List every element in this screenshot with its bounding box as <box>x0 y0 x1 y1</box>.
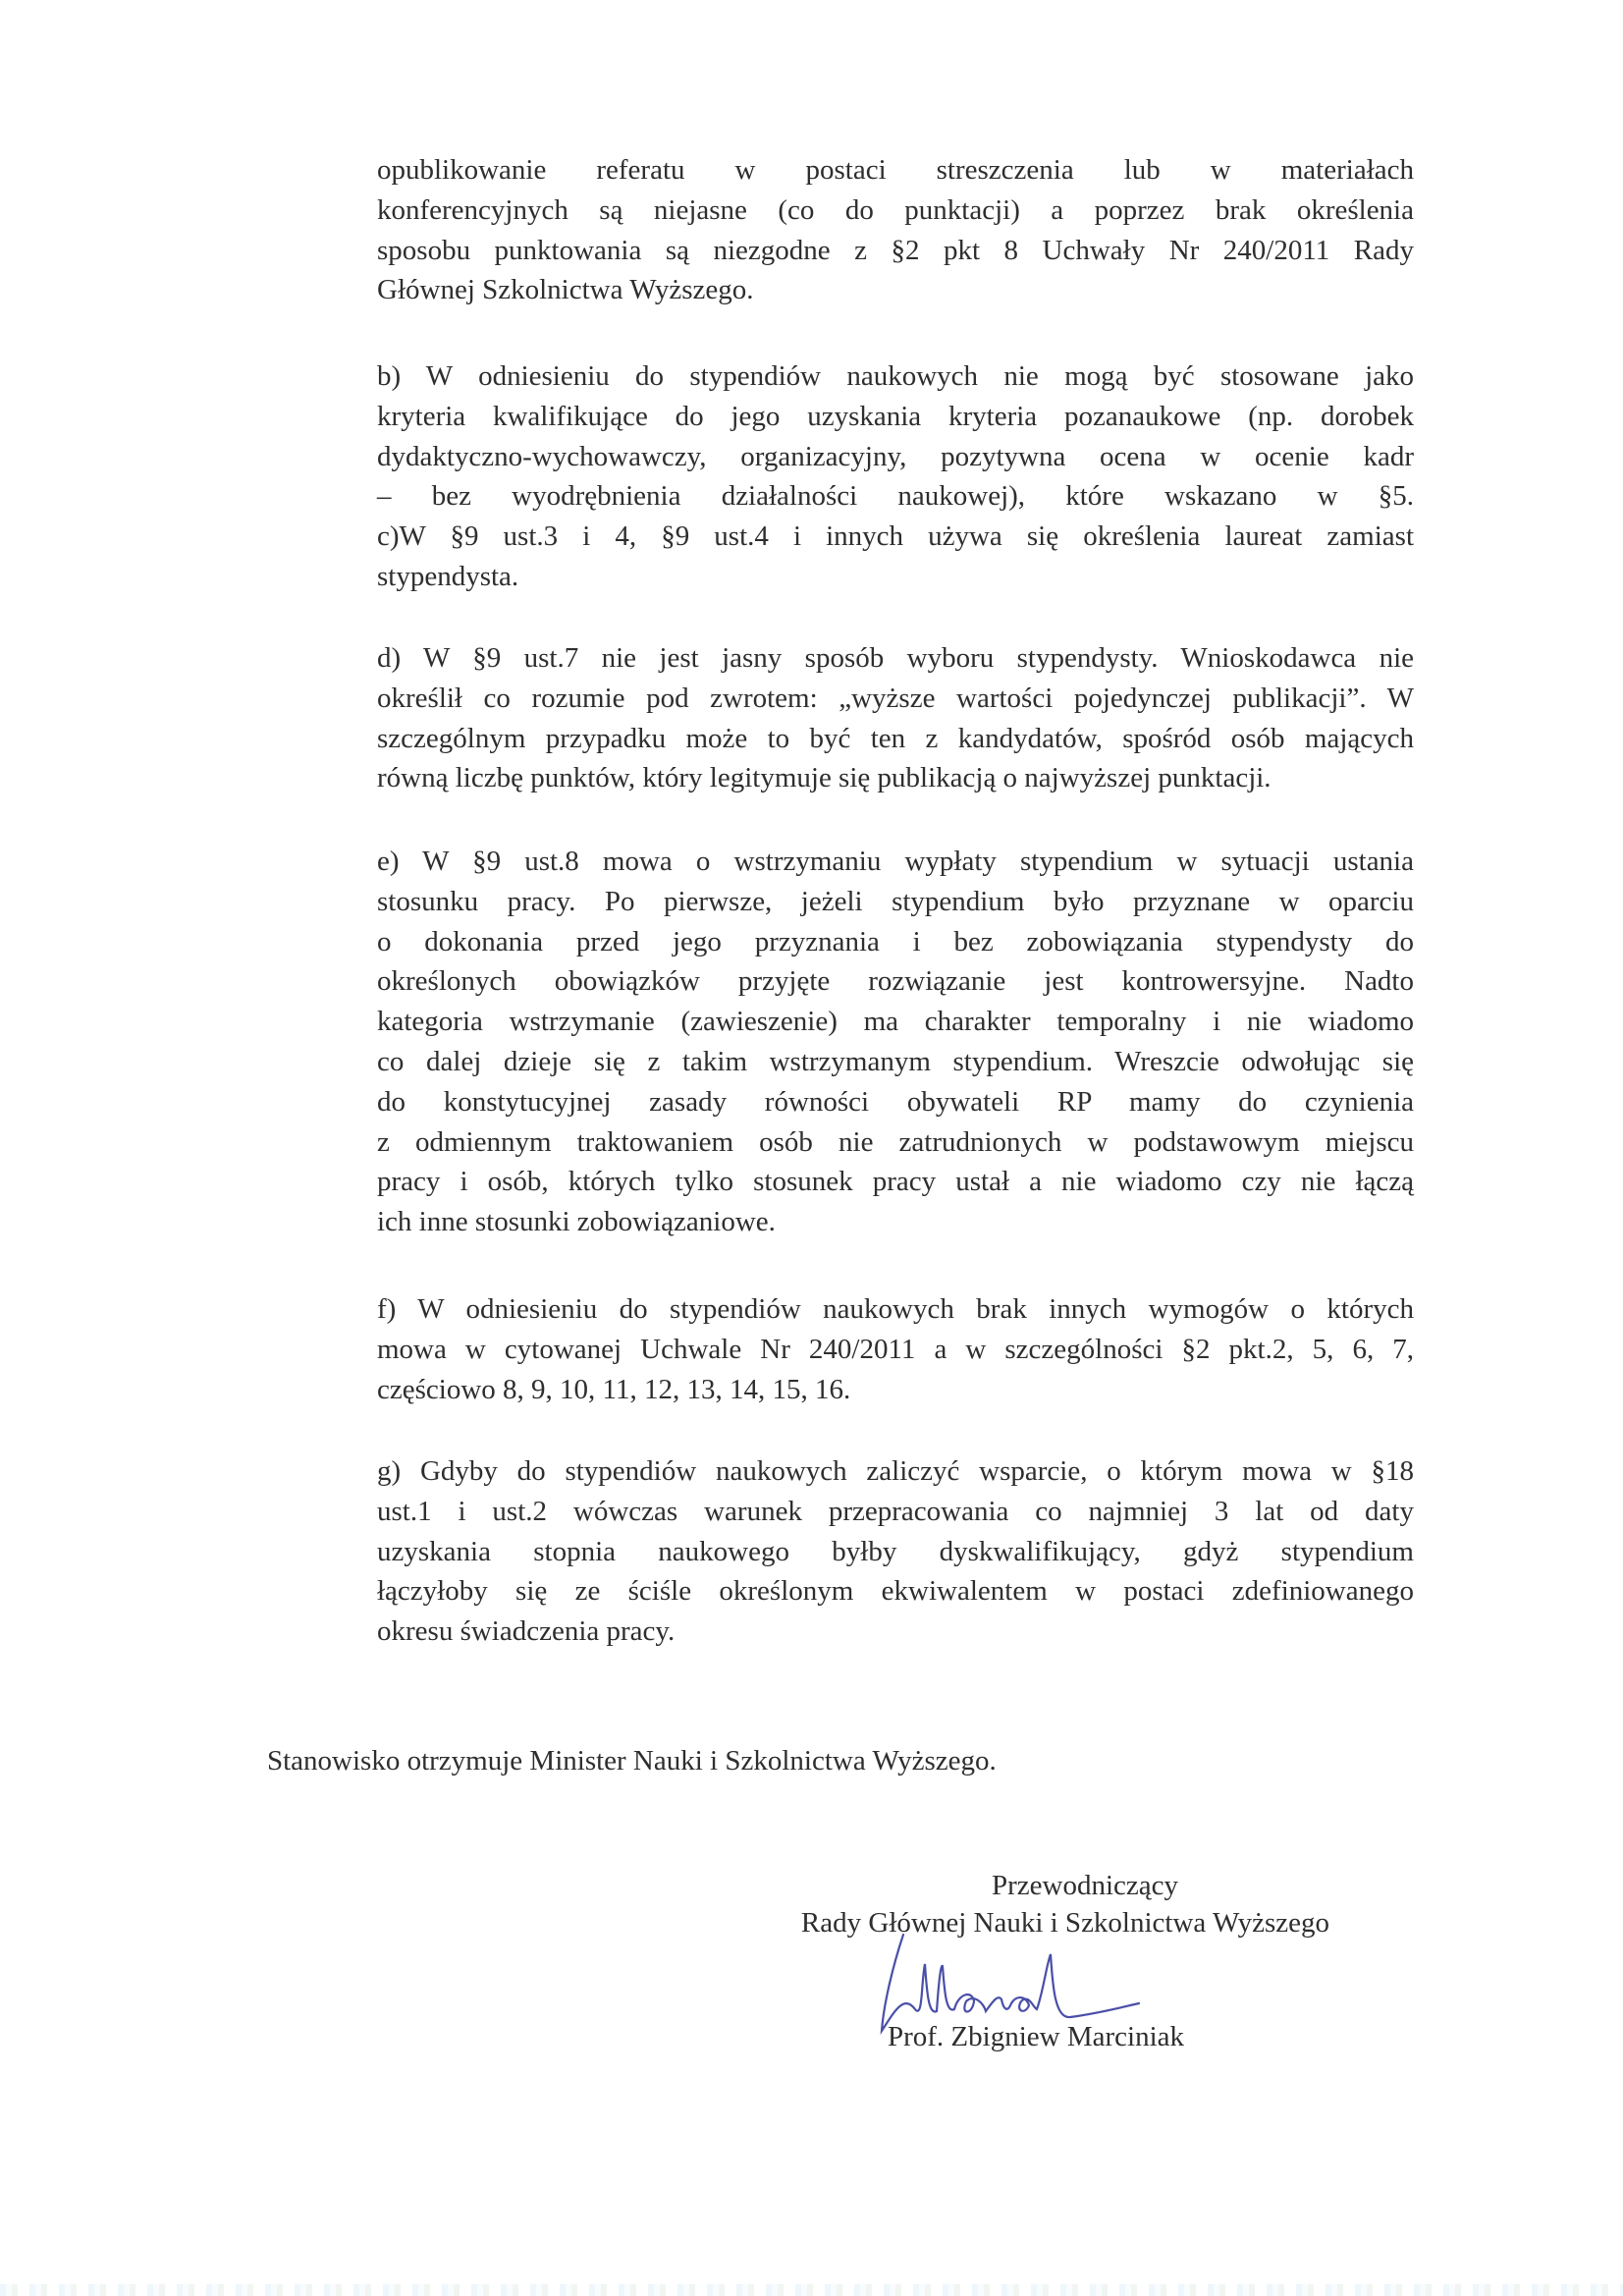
closing-statement: Stanowisko otrzymuje Minister Nauki i Szkolnictwa Wyższego. <box>267 1745 997 1777</box>
text-line: d) W §9 ust.7 nie jest jasny sposób wyboru stypendysty. Wnioskodawca nie <box>377 642 1414 674</box>
text-line: stypendysta. <box>377 560 519 592</box>
text-line: określił co rozumie pod zwrotem: „wyższe wartości pojedynczej publikacji”. W <box>377 682 1414 714</box>
text-line: c)W §9 ust.3 i 4, §9 ust.4 i innych używa się określenia laureat zamiast <box>377 520 1414 553</box>
text-line: częściowo 8, 9, 10, 11, 12, 13, 14, 15, 16. <box>377 1373 851 1405</box>
text-line: stosunku pracy. Po pierwsze, jeżeli stypendium było przyznane w oparciu <box>377 885 1414 917</box>
text-line: b) W odniesieniu do stypendiów naukowych nie mogą być stosowane jako <box>377 360 1414 392</box>
text-line: opublikowanie referatu w postaci streszczenia lub w materiałach <box>377 154 1414 186</box>
text-line: o dokonania przed jego przyznania i bez zobowiązania stypendysty do <box>377 925 1414 957</box>
paragraph-f <box>377 1289 1414 1409</box>
paragraph-d <box>377 638 1414 798</box>
text-line: łączyłoby się ze ściśle określonym ekwiwalentem w postaci zdefiniowanego <box>377 1575 1414 1608</box>
text-line: ust.1 i ust.2 wówczas warunek przepracowania co najmniej 3 lat od daty <box>377 1495 1414 1527</box>
text-line: dydaktyczno-wychowawczy, organizacyjny, pozytywna ocena w ocenie kadr <box>377 440 1414 472</box>
text-line: konferencyjnych są niejasne (co do punktacji) a poprzez brak określenia <box>377 193 1414 226</box>
text-line: do konstytucyjnej zasady równości obywateli RP mamy do czynienia <box>377 1085 1414 1118</box>
text-line: kryteria kwalifikujące do jego uzyskania kryteria pozanaukowe (np. dorobek <box>377 400 1414 432</box>
signatory-role: Przewodniczący <box>991 1870 1178 1901</box>
text-line: Głównej Szkolnictwa Wyższego. <box>377 274 754 306</box>
text-line: szczególnym przypadku może to być ten z kandydatów, spośród osób mających <box>377 722 1414 754</box>
text-line: e) W §9 ust.8 mowa o wstrzymaniu wypłaty stypendium w sytuacji ustania <box>377 846 1414 877</box>
text-line: mowa w cytowanej Uchwale Nr 240/2011 a w szczególności §2 pkt.2, 5, 6, 7, <box>377 1333 1414 1365</box>
signatory-organization: Rady Głównej Nauki i Szkolnictwa Wyższego <box>800 1907 1330 1939</box>
text-line: okresu świadczenia pracy. <box>377 1615 676 1648</box>
text-line: określonych obowiązków przyjęte rozwiązanie jest kontrowersyjne. Nadto <box>377 965 1414 998</box>
text-line: z odmiennym traktowaniem osób nie zatrudnionych w podstawowym miejscu <box>377 1125 1414 1158</box>
text-line: uzyskania stopnia naukowego byłby dyskwalifikujący, gdyż stypendium <box>377 1535 1414 1567</box>
paragraph-e <box>377 842 1414 1242</box>
signatory-name: Prof. Zbigniew Marciniak <box>887 2021 1184 2052</box>
paragraph-a-continuation <box>377 150 1414 310</box>
scan-edge-artifact <box>0 2284 1623 2296</box>
text-line: ich inne stosunki zobowiązaniowe. <box>377 1206 776 1238</box>
text-line: pracy i osób, których tylko stosunek pracy ustał a nie wiadomo czy nie łączą <box>377 1166 1414 1198</box>
text-line: – bez wyodrębnienia działalności naukowej), które wskazano w §5. <box>377 480 1414 513</box>
text-line: co dalej dzieje się z takim wstrzymanym stypendium. Wreszcie odwołując się <box>377 1045 1414 1077</box>
paragraph-b-c <box>377 356 1414 597</box>
text-line: g) Gdyby do stypendiów naukowych zaliczyć wsparcie, o którym mowa w §18 <box>377 1455 1414 1487</box>
paragraph-g <box>377 1451 1414 1652</box>
text-line: równą liczbę punktów, który legitymuje się publikacją o najwyższej punktacji. <box>377 762 1271 794</box>
text-line: sposobu punktowania są niezgodne z §2 pkt 8 Uchwały Nr 240/2011 Rady <box>377 234 1414 266</box>
text-line: f) W odniesieniu do stypendiów naukowych brak innych wymogów o których <box>377 1293 1414 1325</box>
text-line: kategoria wstrzymanie (zawieszenie) ma charakter temporalny i nie wiadomo <box>377 1006 1414 1038</box>
